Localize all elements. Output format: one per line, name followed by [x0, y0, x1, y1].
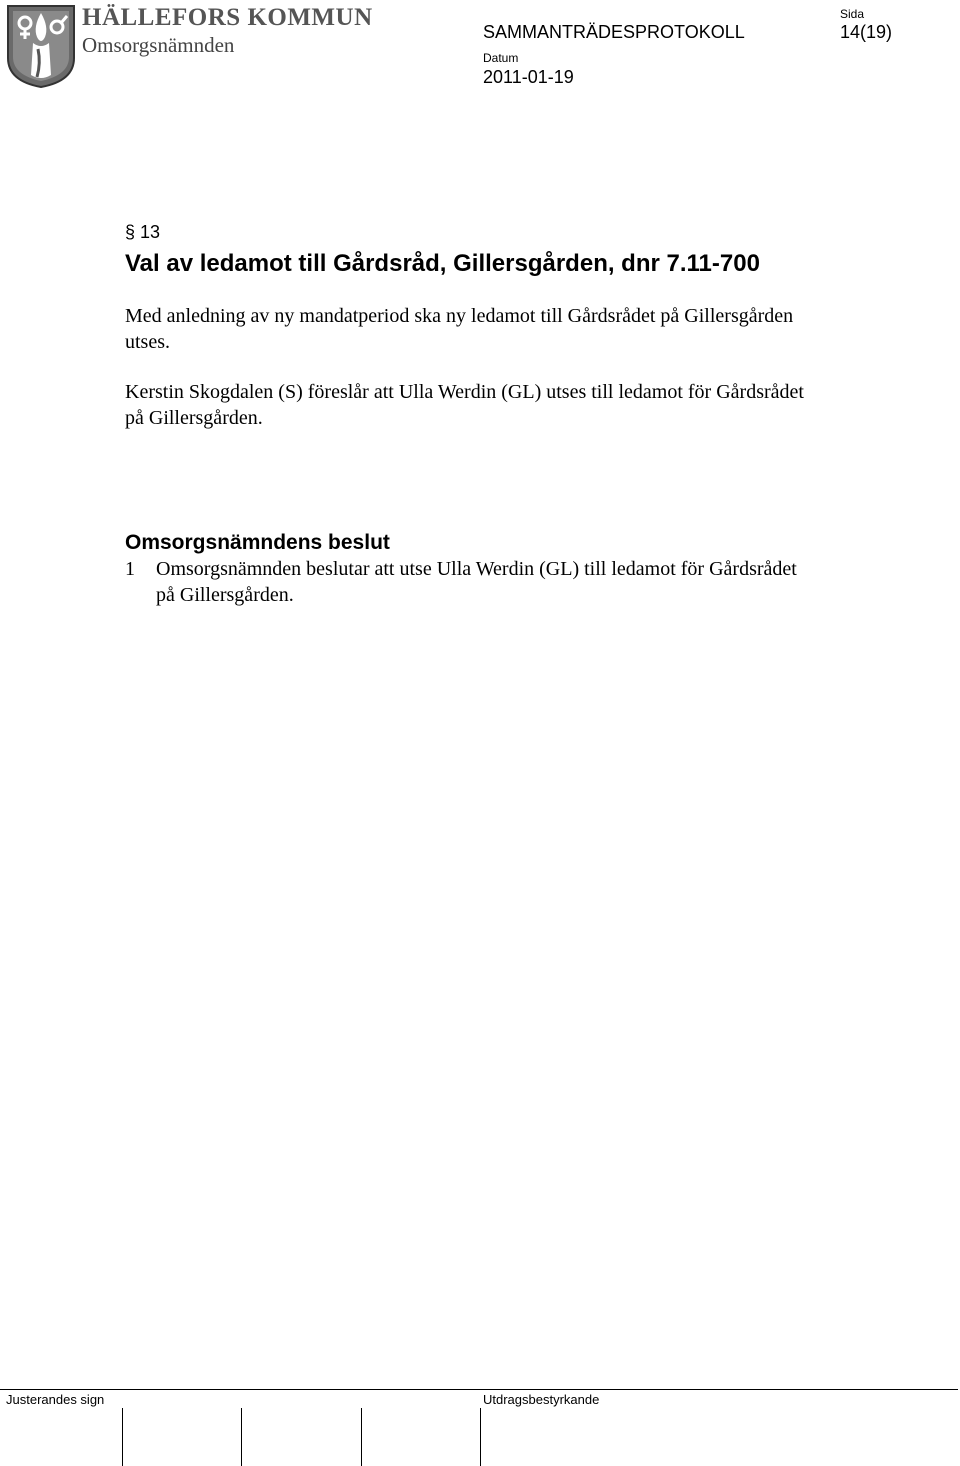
footer-label-justerandes-sign: Justerandes sign	[6, 1392, 105, 1407]
paragraph-marker	[125, 222, 160, 243]
page-number: 14(19)	[840, 22, 893, 42]
section-title: Val av ledamot till Gårdsråd, Gillersgården, dnr 7.11-700	[125, 250, 760, 277]
footer-divider	[0, 1389, 958, 1390]
paragraph-number: 13	[140, 222, 161, 242]
signature-box-divider	[361, 1408, 362, 1466]
page-label: Sida	[840, 7, 865, 21]
signature-box-divider	[122, 1408, 123, 1466]
body-paragraph: Kerstin Skogdalen (S) föreslår att Ulla Werdin (GL) utses till ledamot för Gårdsrådet på Gillersgården.	[125, 381, 804, 429]
decision-item-text: Omsorgsnämnden beslutar att utse Ulla Werdin (GL) till ledamot för Gårdsrådet på Gillersgården.	[156, 558, 797, 606]
date-label: Datum	[483, 51, 519, 65]
document-type: SAMMANTRÄDESPROTOKOLL	[483, 22, 745, 42]
organization-name: HÄLLEFORS KOMMUN	[82, 4, 373, 31]
decision-heading: Omsorgsnämndens beslut	[125, 531, 390, 554]
body-paragraph: Med anledning av ny mandatperiod ska ny ledamot till Gårdsrådet på Gillersgården utses.	[125, 305, 794, 353]
department-name: Omsorgsnämnden	[82, 33, 235, 57]
paragraph-sign: §	[125, 222, 136, 242]
municipal-coat-of-arms-icon	[5, 3, 77, 89]
date-value: 2011-01-19	[483, 67, 574, 87]
decision-item-number: 1	[125, 558, 135, 580]
signature-box-divider	[241, 1408, 242, 1466]
footer-label-utdragsbestyrkande: Utdragsbestyrkande	[483, 1392, 600, 1407]
signature-box-divider	[480, 1408, 481, 1466]
